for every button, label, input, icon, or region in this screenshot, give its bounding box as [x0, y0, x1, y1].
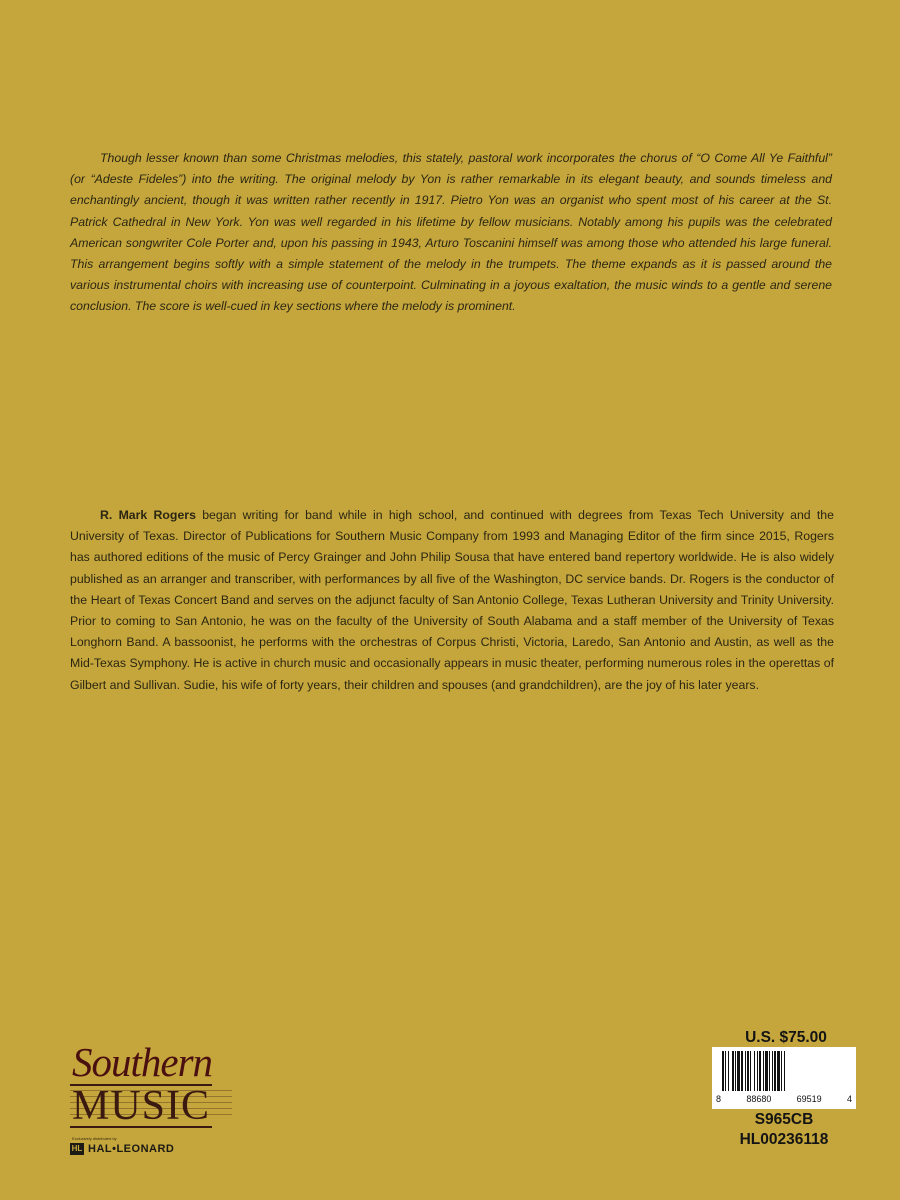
price-label: U.S. $75.00: [745, 1029, 827, 1046]
hal-leonard-icon: HL: [71, 1144, 83, 1153]
barcode-digit-group: 88680: [746, 1094, 772, 1104]
barcode-digit-group: 4: [846, 1094, 852, 1104]
barcode-digits: [712, 1094, 856, 1104]
hal-leonard-text: HAL•LEONARD: [88, 1143, 175, 1155]
southern-music-logo: [68, 1028, 248, 1158]
barcode: [712, 1047, 856, 1109]
program-note: Though lesser known than some Christmas melodies, this stately, pastoral work incorporates the chorus of “O Come All Ye Faithful” (or “Adeste Fideles”) into the writing. The original melody by Yon is rather remarkable in its elegant beauty, and sounds timeless and enchantingly ancient, though it was written rather recently in 1917. Pietro Yon was an organist who spent most of his career at the St. Patrick Cathedral in New York. Yon was well regarded in his lifetime by fellow musicians. Notably among his pupils was the celebrated American songwriter Cole Porter and, upon his passing in 1943, Arturo Toscanini himself was among those who attended his large funeral. This arrangement begins softly with a simple statement of the melody in the trumpets. The theme expands as it is passed around the various instrumental choirs with increasing use of counterpoint. Culminating in a joyous exaltation, the music winds to a gentle and serene conclusion. The score is well-cued in key sections where the melody is prominent.: [70, 151, 832, 314]
hl-code: HL00236118: [739, 1131, 829, 1148]
hal-leonard-logo: [70, 1143, 174, 1155]
arranger-bio-text: began writing for band while in high school, and continued with degrees from Texas Tech University and the University of Texas. Director of Publications for Southern Music Company from 1993 and Managing Editor of the firm since 2015, Rogers has authored editions of the music of Percy Grainger and John Philip Sousa that have entered band repertory worldwide. He is also widely published as an arranger and transcriber, with performances by all five of the Washington, DC service bands. Dr. Rogers is the conductor of the Heart of Texas Concert Band and serves on the adjunct faculty of San Antonio College, Texas Lutheran University and Trinity University. Prior to coming to San Antonio, he was on the faculty of the University of South Alabama and a staff member of the University of Texas Longhorn Band. A bassoonist, he performs with the orchestras of Corpus Christi, Victoria, Laredo, San Antonio and Austin, as well as the Mid-Texas Symphony. He is active in church music and occasionally appears in music theater, performing numerous roles in the operettas of Gilbert and Sullivan. Sudie, his wife of forty years, their children and spouses (and grandchildren), are the joy of his later years.: [70, 508, 834, 692]
catalog-code: S965CB: [754, 1111, 814, 1128]
barcode-digit-group: 69519: [796, 1094, 822, 1104]
arranger-name: R. Mark Rogers: [100, 508, 196, 522]
arranger-bio: [70, 505, 834, 696]
barcode-bars: [722, 1051, 844, 1091]
barcode-bar: [785, 1051, 787, 1091]
logo-music-text: MUSIC: [72, 1083, 211, 1129]
logo-southern-text: Southern: [72, 1039, 213, 1085]
logo-distributor-note: Exclusively distributed by: [72, 1136, 117, 1141]
barcode-digit-group: 8: [716, 1094, 722, 1104]
